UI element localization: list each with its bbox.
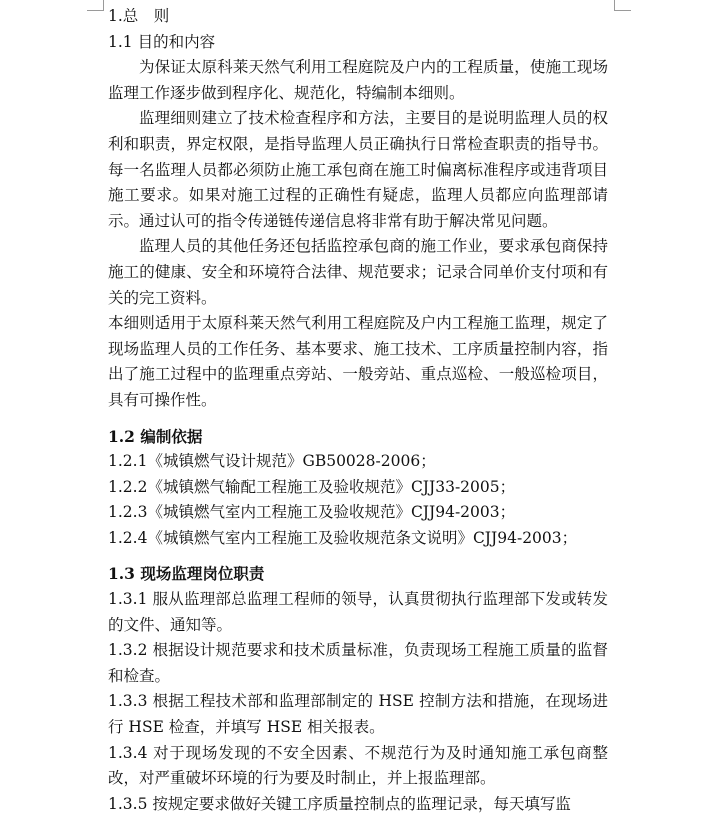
basis-item: 1.2.3《城镇燃气室内工程施工及验收规范》CJJ94-2003；: [108, 503, 516, 522]
scope-paragraph: 本细则适用于太原科莱天然气利用工程庭院及户内工程施工监理，规定了现场监理人员的工作任务、基本要求、施工技术、工序质量控制内容，指出了施工过程中的监理重点旁站、一般旁站、重点巡检、一般巡检项目，具有可操作性。: [108, 314, 608, 409]
basis-item: 1.2.2《城镇燃气输配工程施工及验收规范》CJJ33-2005；: [108, 477, 516, 496]
duty-clause: 1.3.3 根据工程技术部和监理部制定的 HSE 控制方法和措施，在现场进行 HSE 检查，并填写 HSE 相关报表。: [108, 692, 608, 737]
tasks-paragraph: 监理人员的其他任务还包括监控承包商的施工作业，要求承包商保持施工的健康、安全和环境符合法律、规范要求；记录合同单价支付项和有关的完工资料。: [108, 237, 608, 307]
basis-heading: 1.2 编制依据: [108, 426, 203, 446]
page-corner-mark-left: [87, 0, 104, 11]
rules-paragraph: 监理细则建立了技术检查程序和方法，主要目的是说明监理人员的权利和职责，界定权限，是指导监理人员正确执行日常检查职责的指导书。每一名监理人员都必须防止施工承包商在施工时偏离标准程序或违背项目施工要求。如果对施工过程的正确性有疑虑，监理人员都应向监理部请示。通过认可的指令传递链传递信息将非常有助于解决常见问题。: [108, 109, 608, 230]
duties-heading: 1.3 现场监理岗位职责: [108, 564, 265, 584]
document-body: [108, 4, 608, 817]
purpose-paragraph: 为保证太原科莱天然气利用工程庭院及户内的工程质量，使施工现场监理工作逐步做到程序化、规范化，特编制本细则。: [108, 58, 608, 102]
section-subtitle: 1.1 目的和内容: [108, 32, 216, 51]
duty-clause: 1.3.2 根据设计规范要求和技术质量标准，负责现场工程施工质量的监督和检查。: [108, 641, 608, 685]
duty-clause: 1.3.5 按规定要求做好关键工序质量控制点的监理记录，每天填写监: [108, 794, 571, 813]
basis-item: 1.2.4《城镇燃气室内工程施工及验收规范条文说明》CJJ94-2003；: [108, 528, 578, 547]
page-corner-mark-right: [614, 0, 631, 11]
section-title: 1.总 则: [108, 7, 170, 25]
duty-clause: 1.3.4 对于现场发现的不安全因素、不规范行为及时通知施工承包商整改，对严重破坏环境的行为要及时制止，并上报监理部。: [108, 743, 608, 788]
duty-clause: 1.3.1 服从监理部总监理工程师的领导，认真贯彻执行监理部下发或转发的文件、通知等。: [108, 590, 608, 634]
basis-item: 1.2.1《城镇燃气设计规范》GB50028-2006；: [108, 452, 436, 471]
